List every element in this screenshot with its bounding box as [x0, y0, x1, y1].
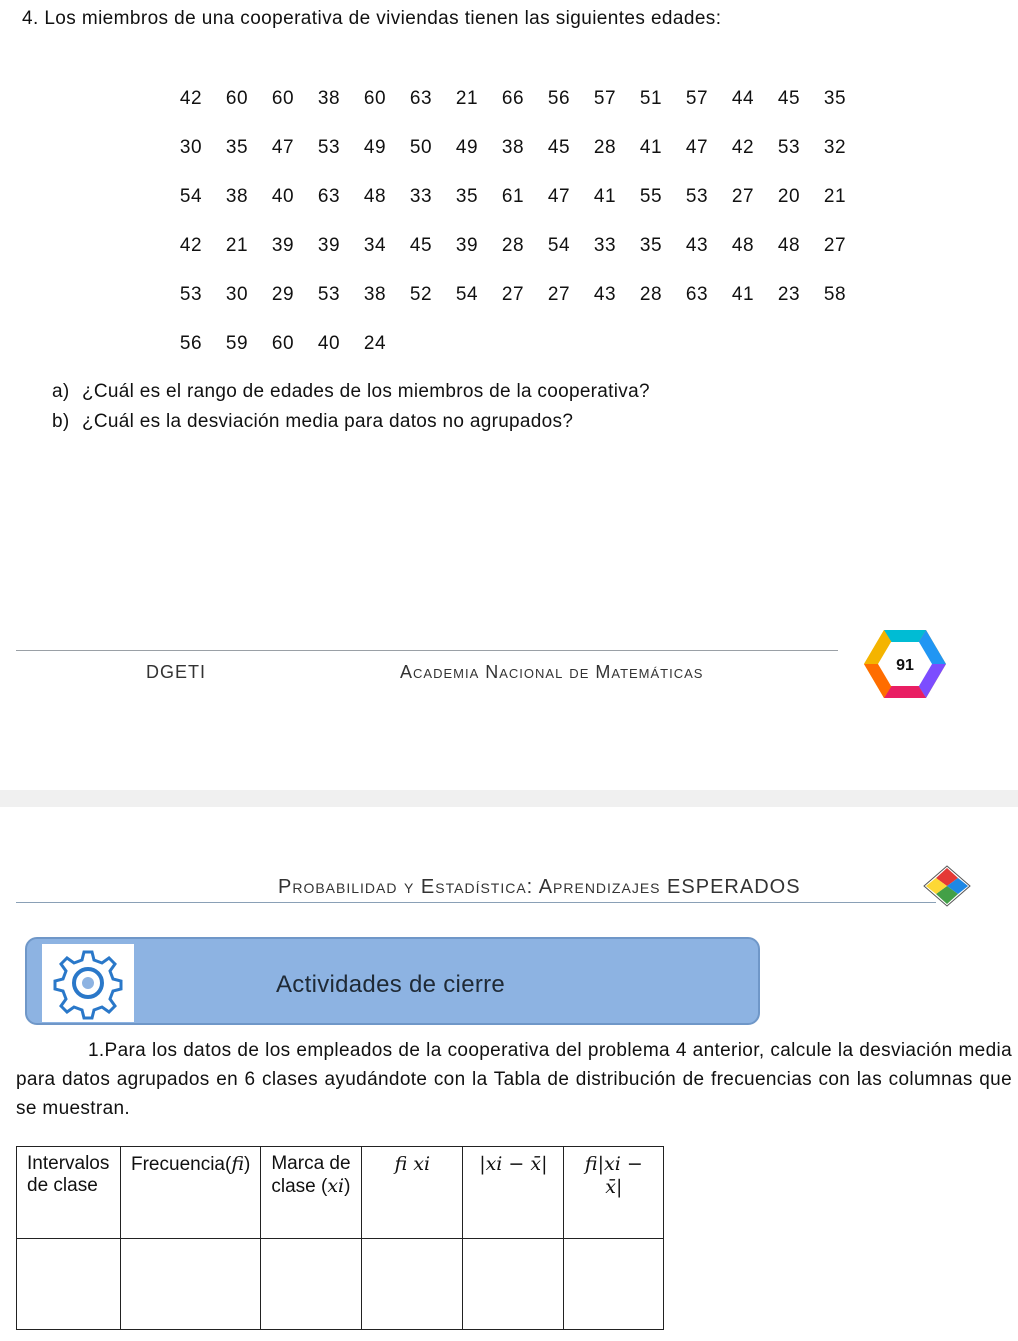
age-value: 42 [179, 88, 203, 109]
table-cell[interactable] [261, 1239, 362, 1330]
age-value: 32 [823, 137, 847, 158]
table-cell[interactable] [564, 1239, 664, 1330]
table-cell[interactable] [17, 1239, 121, 1330]
header-frecuencia-symbol: fi [231, 1153, 245, 1175]
table-cell[interactable] [362, 1239, 463, 1330]
activity-instructions [16, 1036, 1012, 1123]
ages-row [174, 88, 854, 137]
ages-row [174, 137, 854, 186]
header-marca-symbol: xi [327, 1175, 345, 1197]
footer-academia: Academia Nacional de Matemáticas [400, 662, 704, 682]
age-value: 40 [317, 333, 341, 354]
age-value: 30 [179, 137, 203, 158]
age-value: 60 [271, 88, 295, 109]
age-value: 43 [593, 284, 617, 305]
table-cell[interactable] [121, 1239, 261, 1330]
age-value: 60 [363, 88, 387, 109]
header-marca-text: Marca de clase ( [271, 1153, 351, 1197]
age-value: 53 [317, 284, 341, 305]
age-value: 38 [363, 284, 387, 305]
age-value: 47 [685, 137, 709, 158]
age-value: 28 [501, 235, 525, 256]
age-value: 38 [501, 137, 525, 158]
page-number-badge [864, 628, 946, 700]
age-value: 40 [271, 186, 295, 207]
age-value: 54 [455, 284, 479, 305]
age-value: 35 [225, 137, 249, 158]
age-value: 55 [639, 186, 663, 207]
age-value: 33 [409, 186, 433, 207]
age-value: 38 [225, 186, 249, 207]
age-value: 48 [731, 235, 755, 256]
table-cell[interactable] [463, 1239, 564, 1330]
age-value: 63 [317, 186, 341, 207]
age-value: 57 [593, 88, 617, 109]
age-value: 57 [685, 88, 709, 109]
age-value: 45 [777, 88, 801, 109]
age-value: 41 [593, 186, 617, 207]
age-value: 63 [685, 284, 709, 305]
age-value: 58 [823, 284, 847, 305]
age-value: 61 [501, 186, 525, 207]
page-gap [0, 790, 1018, 807]
age-value: 21 [823, 186, 847, 207]
ages-row [174, 333, 854, 382]
header-fixi-text: fi xi [394, 1153, 431, 1175]
age-value: 53 [685, 186, 709, 207]
header-fi-abs-dev [564, 1147, 664, 1239]
age-value: 60 [225, 88, 249, 109]
age-value: 45 [409, 235, 433, 256]
header-abs-dev [463, 1147, 564, 1239]
age-value: 45 [547, 137, 571, 158]
header-fixi [362, 1147, 463, 1239]
age-value: 21 [455, 88, 479, 109]
header-abs-dev-text: |xi − x̄| [479, 1153, 548, 1175]
age-value: 35 [639, 235, 663, 256]
age-value: 47 [547, 186, 571, 207]
diamond-logo-icon [922, 864, 972, 908]
age-value: 38 [317, 88, 341, 109]
header-intervalos-text: Intervalos de clase [27, 1153, 110, 1196]
age-value: 28 [639, 284, 663, 305]
age-value: 56 [547, 88, 571, 109]
activity-text: 1.Para los datos de los empleados de la cooperativa del problema 4 anterior, calcule la desviación media para datos agrupados en 6 clases ayudándote con la Tabla de distribución de frecuencias con las columnas que se muestran. [16, 1040, 1012, 1119]
ages-row [174, 284, 854, 333]
question-b-text: ¿Cuál es la desviación media para datos no agrupados? [82, 411, 574, 432]
age-value: 21 [225, 235, 249, 256]
hexagon-badge-icon [864, 628, 946, 700]
age-value: 39 [271, 235, 295, 256]
banner-title: Actividades de cierre [276, 971, 506, 998]
header-intervalos [17, 1147, 121, 1239]
age-value: 24 [363, 333, 387, 354]
question-b [52, 411, 573, 433]
ages-grid [174, 88, 854, 382]
age-value: 54 [547, 235, 571, 256]
age-value: 53 [317, 137, 341, 158]
footer-divider [16, 650, 838, 651]
age-value: 39 [455, 235, 479, 256]
age-value: 34 [363, 235, 387, 256]
age-value: 53 [777, 137, 801, 158]
age-value: 47 [271, 137, 295, 158]
age-value: 35 [823, 88, 847, 109]
age-value: 66 [501, 88, 525, 109]
age-value: 48 [363, 186, 387, 207]
header-fi-abs-dev-text: fi|xi − x̄| [584, 1153, 643, 1198]
question-a [52, 381, 650, 403]
section-title: Probabilidad y Estadística: Aprendizajes ESPERADOS [278, 876, 801, 898]
age-value: 33 [593, 235, 617, 256]
age-value: 35 [455, 186, 479, 207]
age-value: 49 [455, 137, 479, 158]
age-value: 20 [777, 186, 801, 207]
age-value: 48 [777, 235, 801, 256]
age-value: 41 [731, 284, 755, 305]
table-row [17, 1239, 664, 1330]
table-header-row [17, 1147, 664, 1239]
header-frecuencia-close: ) [244, 1154, 251, 1175]
age-value: 23 [777, 284, 801, 305]
header-marca-clase [261, 1147, 362, 1239]
ages-row [174, 186, 854, 235]
age-value: 42 [179, 235, 203, 256]
gear-icon [42, 944, 134, 1022]
header-marca-close: ) [344, 1176, 351, 1197]
question-a-text: ¿Cuál es el rango de edades de los miembros de la cooperativa? [82, 381, 650, 402]
page-number: 91 [896, 657, 914, 674]
frequency-table [16, 1146, 664, 1330]
age-value: 54 [179, 186, 203, 207]
age-value: 42 [731, 137, 755, 158]
age-value: 50 [409, 137, 433, 158]
age-value: 27 [501, 284, 525, 305]
age-value: 52 [409, 284, 433, 305]
problem-title: 4. Los miembros de una cooperativa de viviendas tienen las siguientes edades: [22, 8, 722, 29]
question-b-label: b) [52, 411, 70, 432]
age-value: 56 [179, 333, 203, 354]
age-value: 30 [225, 284, 249, 305]
age-value: 59 [225, 333, 249, 354]
age-value: 49 [363, 137, 387, 158]
footer-dgeti: DGETI [146, 662, 207, 682]
age-value: 27 [823, 235, 847, 256]
age-value: 27 [731, 186, 755, 207]
age-value: 43 [685, 235, 709, 256]
age-value: 60 [271, 333, 295, 354]
age-value: 41 [639, 137, 663, 158]
age-value: 27 [547, 284, 571, 305]
ages-row [174, 235, 854, 284]
question-a-label: a) [52, 381, 70, 402]
age-value: 39 [317, 235, 341, 256]
age-value: 44 [731, 88, 755, 109]
age-value: 51 [639, 88, 663, 109]
age-value: 53 [179, 284, 203, 305]
header-frecuencia-text: Frecuencia( [131, 1154, 232, 1175]
age-value: 28 [593, 137, 617, 158]
age-value: 63 [409, 88, 433, 109]
section-divider [16, 902, 936, 903]
age-value: 29 [271, 284, 295, 305]
header-frecuencia [121, 1147, 261, 1239]
